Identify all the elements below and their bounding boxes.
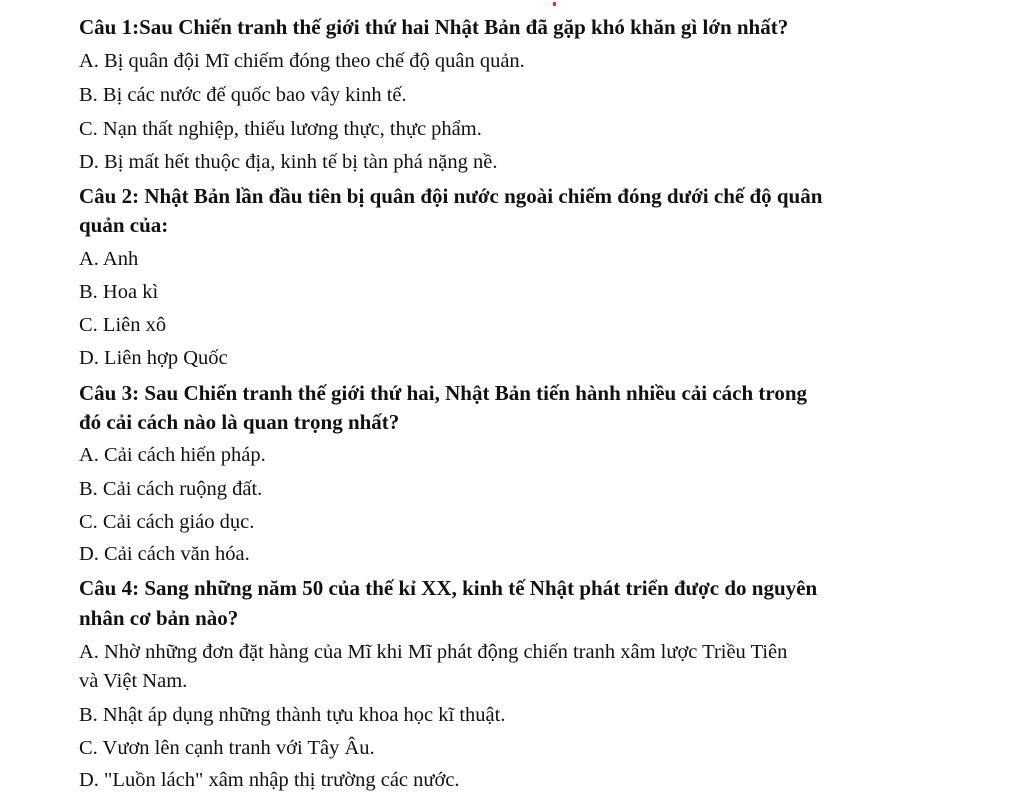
question-4-option-d: D. "Luồn lách" xâm nhập thị trường các nước. [79,769,460,791]
question-2-option-a: A. Anh [79,248,139,270]
question-4-option-a: A. Nhờ những đơn đặt hàng của Mĩ khi Mĩ phát động chiến tranh xâm lược Triều Tiên [79,641,788,663]
question-1-option-b: B. Bị các nước đế quốc bao vây kinh tế. [79,84,407,106]
question-4-option-c: C. Vươn lên cạnh tranh với Tây Âu. [79,737,375,759]
question-2-option-b: B. Hoa kì [79,281,159,303]
question-4-heading-line2: nhân cơ bản nào? [79,606,239,630]
question-1-option-c: C. Nạn thất nghiệp, thiếu lương thực, thực phẩm. [79,118,482,140]
question-2-option-d: D. Liên hợp Quốc [79,347,228,369]
question-2-heading-line2: quản của: [79,213,169,237]
question-3-option-c: C. Cải cách giáo dục. [79,511,255,533]
question-1-option-a: A. Bị quân đội Mĩ chiếm đóng theo chế độ quân quản. [79,50,525,72]
question-4-option-b: B. Nhật áp dụng những thành tựu khoa học kĩ thuật. [79,704,506,726]
question-3-heading-line2: đó cải cách nào là quan trọng nhất? [79,410,400,434]
question-4-heading-line1: Câu 4: Sang những năm 50 của thế kỉ XX, kinh tế Nhật phát triển được do nguyên [79,576,818,600]
question-1-heading: Câu 1:Sau Chiến tranh thế giới thứ hai Nhật Bản đã gặp khó khăn gì lớn nhất? [79,15,789,39]
red-mark [553,2,556,6]
question-3-heading-line1: Câu 3: Sau Chiến tranh thế giới thứ hai, Nhật Bản tiến hành nhiều cải cách trong [79,381,808,405]
question-3-option-b: B. Cải cách ruộng đất. [79,478,263,500]
question-1-option-d: D. Bị mất hết thuộc địa, kinh tế bị tàn phá nặng nề. [79,151,498,173]
question-3-option-d: D. Cải cách văn hóa. [79,543,250,565]
question-4-option-a-continued: và Việt Nam. [79,670,188,692]
question-2-heading-line1: Câu 2: Nhật Bản lần đầu tiên bị quân đội nước ngoài chiếm đóng dưới chế độ quân [79,184,823,208]
question-2-option-c: C. Liên xô [79,314,167,336]
question-3-option-a: A. Cải cách hiến pháp. [79,444,266,466]
